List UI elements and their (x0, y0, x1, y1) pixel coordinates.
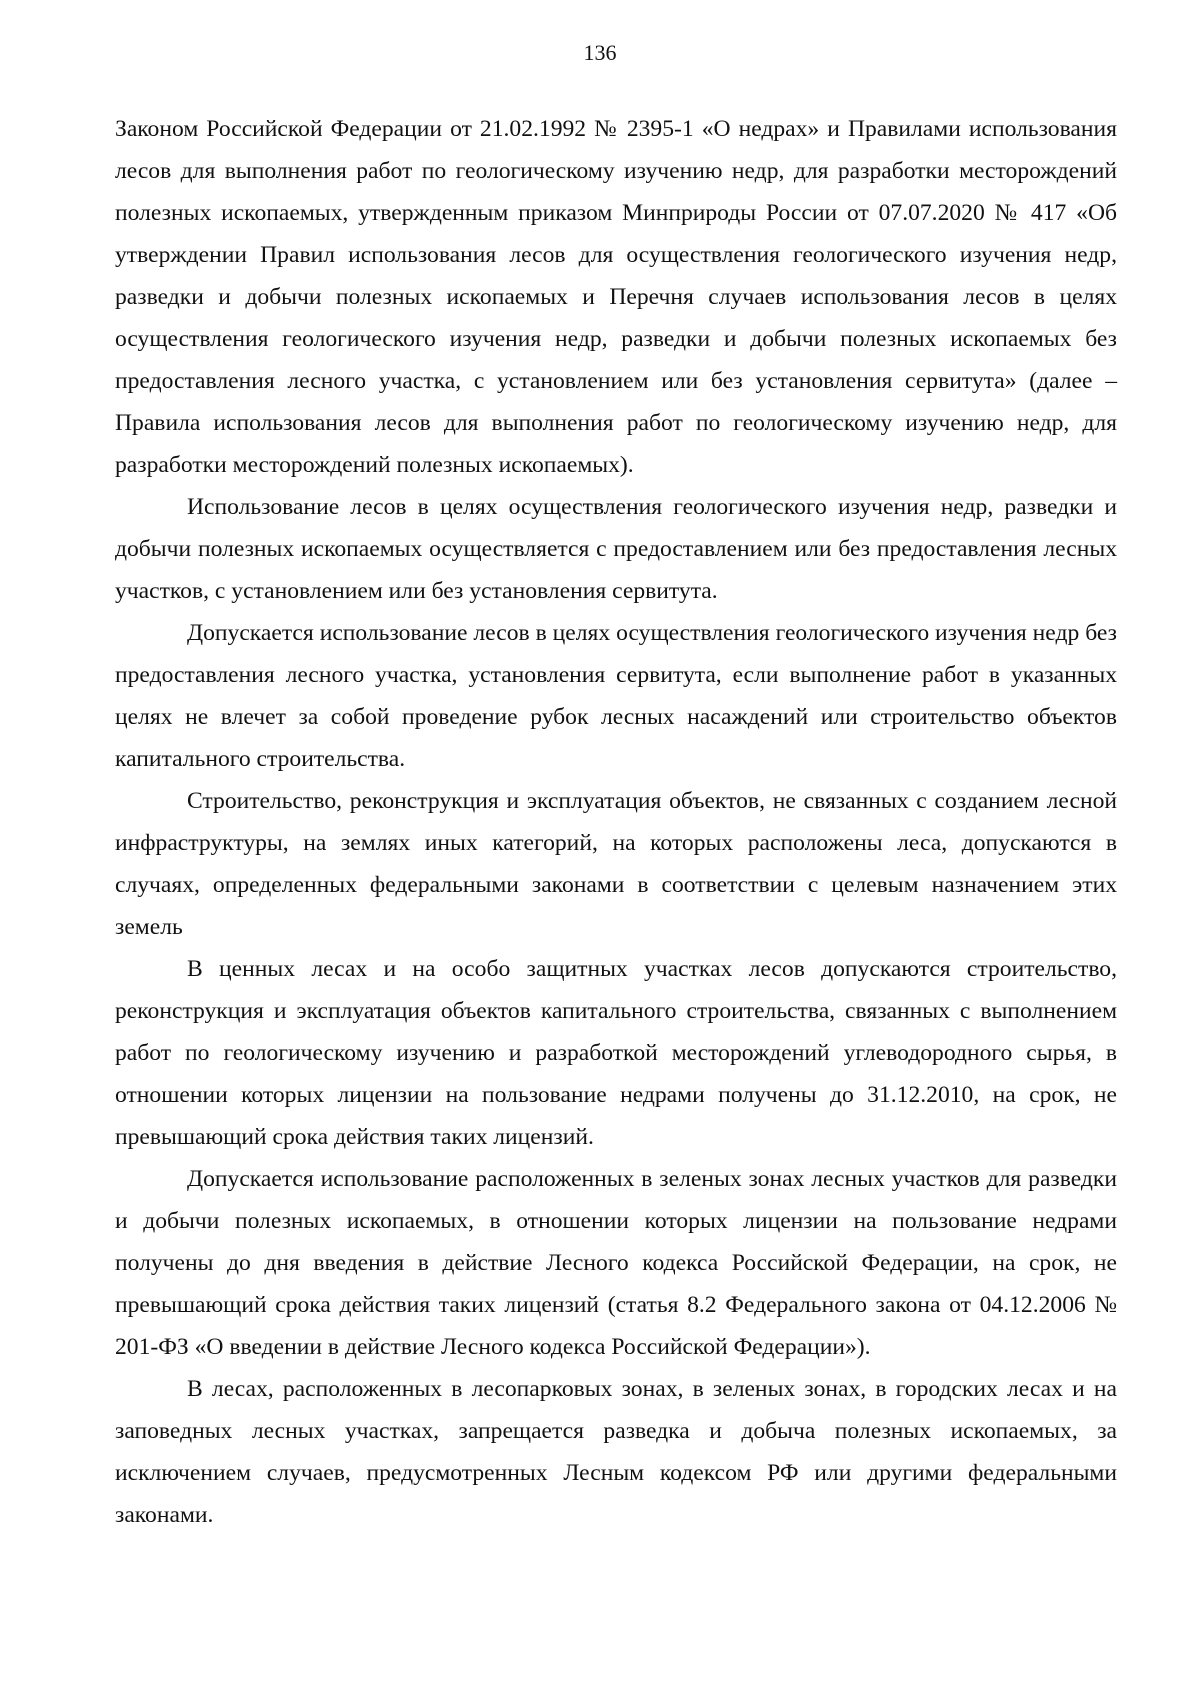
page-number: 136 (583, 40, 617, 65)
paragraph-4: Строительство, реконструкция и эксплуатация объектов, не связанных с созданием лесной инфраструктуры, на землях иных категорий, на которых расположены леса, допускаются в случаях, определенных федеральными законами в соответствии с целевым назначением этих земель (115, 788, 1117, 940)
paragraph-6: Допускается использование расположенных в зеленых зонах лесных участков для разведки и добычи полезных ископаемых, в отношении которых лицензии на пользование недрами получены до дня введения в действие Лесного кодекса Российской Федерации, на срок, не превышающий срока действия таких лицензий (статья 8.2 Федерального закона от 04.12.2006 № 201-ФЗ «О введении в действие Лесного кодекса Российской Федерации»). (115, 1166, 1117, 1360)
paragraph-7: В лесах, расположенных в лесопарковых зонах, в зеленых зонах, в городских лесах и на заповедных лесных участках, запрещается разведка и добыча полезных ископаемых, за исключением случаев, предусмотренных Лесным кодексом РФ или другими федеральными законами. (115, 1376, 1117, 1528)
paragraph-5: В ценных лесах и на особо защитных участках лесов допускаются строительство, реконструкция и эксплуатация объектов капитального строительства, связанных с выполнением работ по геологическому изучению и разработкой месторождений углеводородного сырья, в отношении которых лицензии на пользование недрами получены до 31.12.2010, на срок, не превышающий срока действия таких лицензий. (115, 956, 1117, 1150)
paragraph-1: Законом Российской Федерации от 21.02.1992 № 2395-1 «О недрах» и Правилами использования лесов для выполнения работ по геологическому изучению недр, для разработки месторождений полезных ископаемых, утвержденным приказом Минприроды России от 07.07.2020 № 417 «Об утверждении Правил использования лесов для осуществления геологического изучения недр, разведки и добычи полезных ископаемых и Перечня случаев использования лесов в целях осуществления геологического изучения недр, разведки и добычи полезных ископаемых без предоставления лесного участка, с установлением или без установления сервитута» (далее – Правила использования лесов для выполнения работ по геологическому изучению недр, для разработки месторождений полезных ископаемых). (115, 116, 1117, 478)
document-body (115, 108, 1117, 1536)
paragraph-2: Использование лесов в целях осуществления геологического изучения недр, разведки и добычи полезных ископаемых осуществляется с предоставлением или без предоставления лесных участков, с установлением или без установления сервитута. (115, 494, 1117, 604)
paragraph-3: Допускается использование лесов в целях осуществления геологического изучения недр без предоставления лесного участка, установления сервитута, если выполнение работ в указанных целях не влечет за собой проведение рубок лесных насаждений или строительство объектов капитального строительства. (115, 620, 1117, 772)
